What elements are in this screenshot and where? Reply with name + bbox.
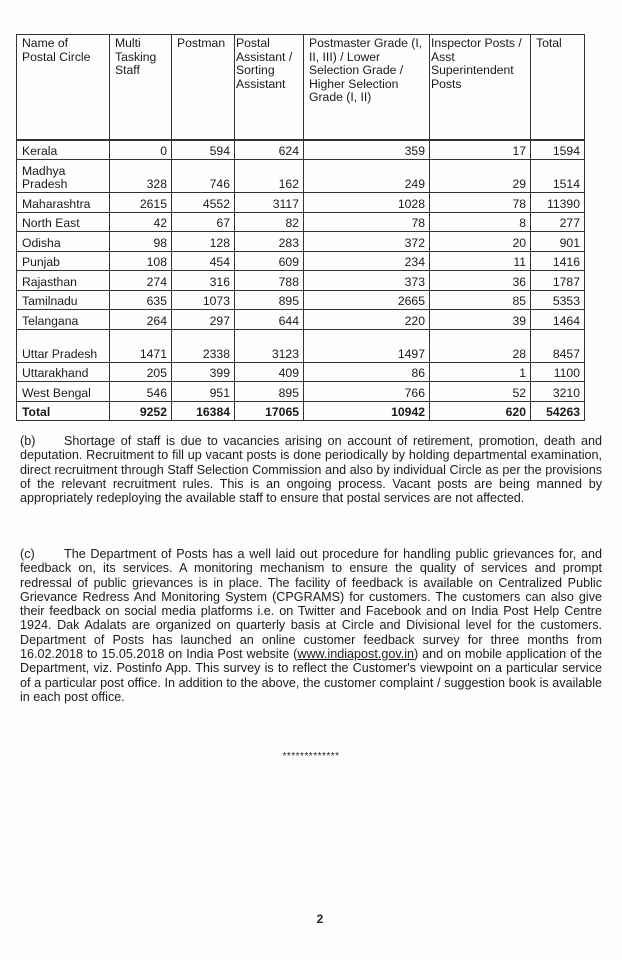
- cell-postmaster: 766: [304, 382, 430, 402]
- table-header-row: [17, 35, 585, 141]
- cell-total: 5353: [531, 290, 585, 310]
- cell-postman: 594: [172, 140, 235, 160]
- cell-multi-tasking-staff: 2615: [110, 193, 172, 213]
- cell-total: 3210: [531, 382, 585, 402]
- cell-total: 1416: [531, 251, 585, 271]
- indiapost-website-link[interactable]: www.indiapost.gov.in: [297, 647, 415, 662]
- cell-postman: 1073: [172, 290, 235, 310]
- cell-postman: 2338: [172, 329, 235, 362]
- cell-postmaster: 1497: [304, 329, 430, 362]
- table-row: [17, 362, 585, 382]
- staff-shortage-table: [16, 34, 585, 421]
- cell-postmaster: 2665: [304, 290, 430, 310]
- paragraph-b-text: Shortage of staff is due to vacancies arising on account of retirement, promotion, death and deputation. Recruitment to fill up vacant posts is done periodically by holding departmental examination, direct recruitment through Staff Selection Commission and also by individual Circle as per the provisions of the relevant recruitment rules. This is an ongoing process. Vacant posts are being manned by appropriately redeploying the available staff to ensure that postal services are not affected.: [20, 434, 602, 506]
- cell-multi-tasking-staff: 635: [110, 290, 172, 310]
- cell-postal-assistant: 3123: [235, 329, 304, 362]
- header-postman: Postman: [172, 35, 235, 141]
- cell-postman: 4552: [172, 193, 235, 213]
- paragraph-c-label: (c): [20, 547, 35, 561]
- cell-inspector-posts: 1: [430, 362, 531, 382]
- cell-postal-assistant: 609: [235, 251, 304, 271]
- cell-postal-circle: Telangana: [17, 310, 110, 330]
- cell-total: 11390: [531, 193, 585, 213]
- cell-multi-tasking-staff: 328: [110, 160, 172, 193]
- table-total-row: [17, 401, 585, 421]
- cell-multi-tasking-staff: 0: [110, 140, 172, 160]
- cell-total: 1787: [531, 271, 585, 291]
- cell-multi-tasking-staff: 264: [110, 310, 172, 330]
- cell-total: 1100: [531, 362, 585, 382]
- cell-postal-assistant: 895: [235, 382, 304, 402]
- page-number: 2: [316, 912, 324, 926]
- cell-total: 1514: [531, 160, 585, 193]
- end-separator: *************: [282, 751, 340, 762]
- header-total: Total: [531, 35, 585, 141]
- cell-postal-circle: Punjab: [17, 251, 110, 271]
- cell-postman: 128: [172, 232, 235, 252]
- table-row: [17, 193, 585, 213]
- cell-multi-tasking-staff: 1471: [110, 329, 172, 362]
- cell-inspector-posts: 78: [430, 193, 531, 213]
- cell-postmaster: 373: [304, 271, 430, 291]
- header-postal-assistant: Postal Assistant / Sorting Assistant: [235, 35, 304, 141]
- paragraph-b: [20, 434, 602, 505]
- cell-postal-circle: Total: [17, 401, 110, 421]
- cell-postal-assistant: 644: [235, 310, 304, 330]
- cell-postal-circle: West Bengal: [17, 382, 110, 402]
- table-row: [17, 290, 585, 310]
- cell-inspector-posts: 85: [430, 290, 531, 310]
- cell-postmaster: 86: [304, 362, 430, 382]
- cell-postman: 746: [172, 160, 235, 193]
- table-row: [17, 329, 585, 362]
- table-row: [17, 212, 585, 232]
- cell-total: 1594: [531, 140, 585, 160]
- cell-postal-circle: Rajasthan: [17, 271, 110, 291]
- cell-postal-circle: Maharashtra: [17, 193, 110, 213]
- cell-inspector-posts: 8: [430, 212, 531, 232]
- cell-total: 277: [531, 212, 585, 232]
- cell-multi-tasking-staff: 274: [110, 271, 172, 291]
- cell-total: 54263: [531, 401, 585, 421]
- cell-postal-circle: Madhya Pradesh: [17, 160, 110, 193]
- cell-postal-assistant: 409: [235, 362, 304, 382]
- cell-postmaster: 359: [304, 140, 430, 160]
- cell-postman: 16384: [172, 401, 235, 421]
- cell-postmaster: 249: [304, 160, 430, 193]
- table-row: [17, 140, 585, 160]
- cell-total: 1464: [531, 310, 585, 330]
- cell-postman: 297: [172, 310, 235, 330]
- cell-inspector-posts: 36: [430, 271, 531, 291]
- cell-inspector-posts: 11: [430, 251, 531, 271]
- paragraph-b-label: (b): [20, 434, 36, 448]
- header-multi-tasking-staff: Multi Tasking Staff: [110, 35, 172, 141]
- table-row: [17, 251, 585, 271]
- header-postal-circle: Name of Postal Circle: [17, 35, 110, 141]
- cell-inspector-posts: 17: [430, 140, 531, 160]
- cell-postal-assistant: 3117: [235, 193, 304, 213]
- cell-multi-tasking-staff: 546: [110, 382, 172, 402]
- cell-postal-circle: Uttarakhand: [17, 362, 110, 382]
- cell-multi-tasking-staff: 42: [110, 212, 172, 232]
- paragraph-c: [20, 547, 602, 704]
- table-row: [17, 232, 585, 252]
- cell-postal-assistant: 283: [235, 232, 304, 252]
- cell-multi-tasking-staff: 108: [110, 251, 172, 271]
- cell-postman: 316: [172, 271, 235, 291]
- cell-postal-circle: North East: [17, 212, 110, 232]
- cell-postal-assistant: 895: [235, 290, 304, 310]
- header-inspector-posts: Inspector Posts / Asst Superintendent Posts: [430, 35, 531, 141]
- cell-multi-tasking-staff: 9252: [110, 401, 172, 421]
- cell-total: 8457: [531, 329, 585, 362]
- cell-postmaster: 1028: [304, 193, 430, 213]
- cell-postal-assistant: 162: [235, 160, 304, 193]
- cell-inspector-posts: 29: [430, 160, 531, 193]
- cell-inspector-posts: 620: [430, 401, 531, 421]
- cell-multi-tasking-staff: 98: [110, 232, 172, 252]
- table-row: [17, 271, 585, 291]
- cell-inspector-posts: 20: [430, 232, 531, 252]
- cell-postal-circle: Tamilnadu: [17, 290, 110, 310]
- cell-postmaster: 234: [304, 251, 430, 271]
- cell-postal-assistant: 624: [235, 140, 304, 160]
- paragraph-c-text: The Department of Posts has a well laid out procedure for handling public grievances for, and feedback on, its services. A monitoring mechanism to ensure the quality of services and prompt redressal of public grievances is in place. The facility of feedback is available on Centralized Public Grievance Redress And Monitoring System (CPGRAMS) for customers. The customers can also give their feedback on social media platforms i.e. on Twitter and Facebook and on India Post Help Centre 1924. Dak Adalats are organized on quarterly basis at Circle and Divisional level for the customers. Department of Posts has launched an online customer feedback survey for three months from 16.02.2018 to 15.05.2018 on India Post website (: [20, 547, 602, 662]
- cell-postmaster: 220: [304, 310, 430, 330]
- cell-postal-circle: Kerala: [17, 140, 110, 160]
- table-row: [17, 310, 585, 330]
- cell-postal-circle: Uttar Pradesh: [17, 329, 110, 362]
- cell-postmaster: 78: [304, 212, 430, 232]
- cell-postmaster: 10942: [304, 401, 430, 421]
- cell-postman: 67: [172, 212, 235, 232]
- table-row: [17, 382, 585, 402]
- cell-inspector-posts: 28: [430, 329, 531, 362]
- cell-total: 901: [531, 232, 585, 252]
- table-row: [17, 160, 585, 193]
- cell-inspector-posts: 52: [430, 382, 531, 402]
- cell-postal-assistant: 788: [235, 271, 304, 291]
- cell-postmaster: 372: [304, 232, 430, 252]
- cell-multi-tasking-staff: 205: [110, 362, 172, 382]
- cell-postman: 454: [172, 251, 235, 271]
- paragraph-c-text-end: ) and on mobile application of the Department, viz. Postinfo App. This survey is to reflect the Customer's viewpoint on a particular service of a particular post office. In addition to the above, the customer complaint / suggestion book is available in each post office.: [20, 647, 603, 704]
- cell-inspector-posts: 39: [430, 310, 531, 330]
- cell-postal-circle: Odisha: [17, 232, 110, 252]
- cell-postal-assistant: 17065: [235, 401, 304, 421]
- cell-postman: 951: [172, 382, 235, 402]
- cell-postal-assistant: 82: [235, 212, 304, 232]
- header-postmaster: Postmaster Grade (I, II, III) / Lower Selection Grade / Higher Selection Grade (I, II): [304, 35, 430, 141]
- cell-postman: 399: [172, 362, 235, 382]
